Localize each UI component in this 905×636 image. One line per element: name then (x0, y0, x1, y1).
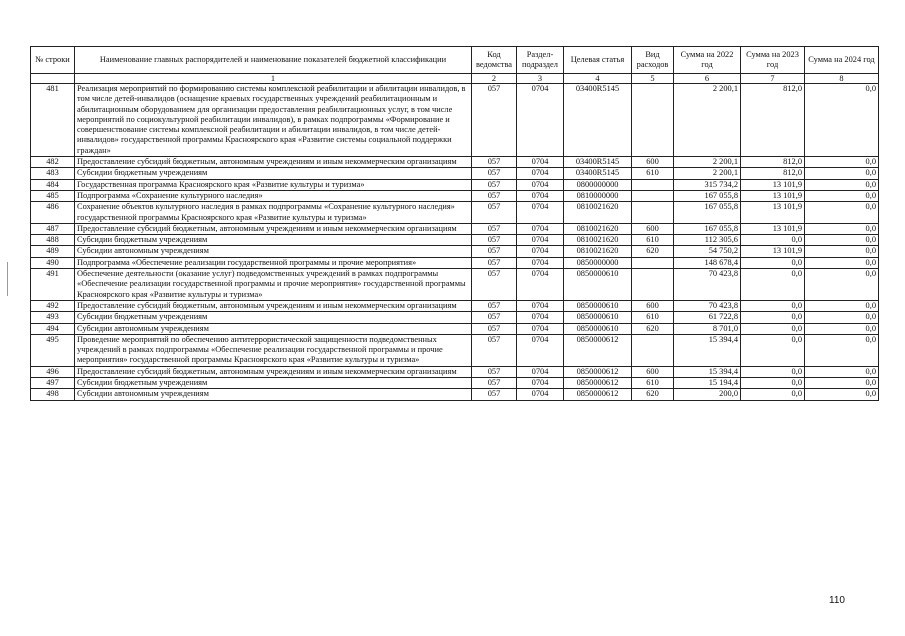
cell-sum-2022: 315 734,2 (674, 179, 741, 190)
cell-sum-2022: 61 722,8 (674, 312, 741, 323)
cell-section: 0704 (517, 323, 564, 334)
cell-name: Субсидии бюджетным учреждениям (75, 235, 472, 246)
cell-dept-code: 057 (472, 202, 517, 224)
cell-sum-2022: 112 305,6 (674, 235, 741, 246)
cell-sum-2023: 0,0 (741, 300, 805, 311)
table-row (31, 389, 879, 400)
cell-sum-2024: 0,0 (805, 84, 879, 157)
cell-expense-type: 610 (632, 378, 674, 389)
cell-section: 0704 (517, 202, 564, 224)
cell-target-article: 0850000612 (564, 366, 632, 377)
cell-expense-type: 610 (632, 312, 674, 323)
cell-dept-code: 057 (472, 323, 517, 334)
cell-sum-2022: 148 678,4 (674, 257, 741, 268)
cell-sum-2022: 70 423,8 (674, 300, 741, 311)
cell-name: Субсидии автономным учреждениям (75, 246, 472, 257)
cell-expense-type: 600 (632, 223, 674, 234)
cell-section: 0704 (517, 179, 564, 190)
cell-section: 0704 (517, 312, 564, 323)
cell-name: Субсидии бюджетным учреждениям (75, 312, 472, 323)
cell-row-number: 498 (31, 389, 75, 400)
header-expense-type: Вид расходов (632, 47, 674, 74)
table-row (31, 235, 879, 246)
cell-dept-code: 057 (472, 257, 517, 268)
cell-sum-2023: 0,0 (741, 269, 805, 301)
cell-name: Предоставление субсидий бюджетным, автономным учреждениям и иным некоммерческим организациям (75, 366, 472, 377)
cell-sum-2024: 0,0 (805, 168, 879, 179)
cell-sum-2022: 167 055,8 (674, 202, 741, 224)
cell-sum-2023: 0,0 (741, 323, 805, 334)
cell-row-number: 482 (31, 157, 75, 168)
table-row (31, 179, 879, 190)
cell-name: Обеспечение деятельности (оказание услуг) подведомственных учреждений в рамках подпрограммы «Обеспечение реализации государственной программы и прочие мероприятия» государственной программы Красноярского края «Развитие культуры и туризма» (75, 269, 472, 301)
cell-expense-type: 620 (632, 246, 674, 257)
cell-sum-2024: 0,0 (805, 323, 879, 334)
cell-name: Сохранение объектов культурного наследия в рамках подпрограммы «Сохранение культурного наследия» государственной программы Красноярского края «Развитие культуры и туризма» (75, 202, 472, 224)
cell-dept-code: 057 (472, 312, 517, 323)
table-row (31, 269, 879, 301)
cell-row-number: 481 (31, 84, 75, 157)
cell-target-article: 0810021620 (564, 202, 632, 224)
header-sum-2024: Сумма на 2024 год (805, 47, 879, 74)
cell-row-number: 491 (31, 269, 75, 301)
cell-sum-2024: 0,0 (805, 157, 879, 168)
header-section: Раздел-подраздел (517, 47, 564, 74)
cell-sum-2024: 0,0 (805, 235, 879, 246)
cell-target-article: 03400R5145 (564, 168, 632, 179)
cell-sum-2023: 812,0 (741, 168, 805, 179)
cell-section: 0704 (517, 168, 564, 179)
cell-name: Предоставление субсидий бюджетным, автономным учреждениям и иным некоммерческим организациям (75, 223, 472, 234)
cell-dept-code: 057 (472, 334, 517, 366)
cell-sum-2024: 0,0 (805, 334, 879, 366)
cell-expense-type (632, 84, 674, 157)
cell-sum-2023: 812,0 (741, 157, 805, 168)
cell-row-number: 489 (31, 246, 75, 257)
cell-dept-code: 057 (472, 190, 517, 201)
cell-sum-2024: 0,0 (805, 257, 879, 268)
cell-section: 0704 (517, 378, 564, 389)
cell-target-article: 0810021620 (564, 235, 632, 246)
cell-sum-2023: 13 101,9 (741, 179, 805, 190)
cell-sum-2022: 167 055,8 (674, 190, 741, 201)
cell-row-number: 493 (31, 312, 75, 323)
cell-section: 0704 (517, 223, 564, 234)
cell-sum-2024: 0,0 (805, 312, 879, 323)
cell-dept-code: 057 (472, 179, 517, 190)
table-row (31, 334, 879, 366)
cell-section: 0704 (517, 366, 564, 377)
cell-section: 0704 (517, 246, 564, 257)
cell-sum-2023: 13 101,9 (741, 246, 805, 257)
cell-sum-2022: 15 394,4 (674, 366, 741, 377)
table-row (31, 312, 879, 323)
cell-expense-type: 610 (632, 235, 674, 246)
cell-dept-code: 057 (472, 168, 517, 179)
cell-expense-type (632, 334, 674, 366)
cell-name: Проведение мероприятий по обеспечению антитеррористической защищенности подведомственных учреждений в рамках подпрограммы «Обеспечение реализации государственной программы и прочие мероприятия» государственной программы Красноярского края «Развитие культуры и туризма» (75, 334, 472, 366)
column-number: 7 (741, 74, 805, 84)
cell-dept-code: 057 (472, 269, 517, 301)
table-row (31, 366, 879, 377)
cell-target-article: 0850000612 (564, 378, 632, 389)
scan-margin-mark (7, 262, 8, 296)
cell-sum-2023: 812,0 (741, 84, 805, 157)
table-row (31, 202, 879, 224)
column-number: 5 (632, 74, 674, 84)
cell-name: Субсидии автономным учреждениям (75, 389, 472, 400)
budget-table (30, 46, 879, 401)
cell-row-number: 496 (31, 366, 75, 377)
cell-target-article: 0850000610 (564, 300, 632, 311)
cell-section: 0704 (517, 300, 564, 311)
cell-section: 0704 (517, 257, 564, 268)
cell-sum-2024: 0,0 (805, 300, 879, 311)
table-row (31, 157, 879, 168)
cell-name: Реализация мероприятий по формированию системы комплексной реабилитации и абилитации инвалидов, в том числе детей-инвалидов (оснащение краевых государственных учреждений реабилитационным и абилитационным оборудованием для организации предоставления реабилитационных услуг, в том числе мероприятий по социокультурной реабилитации инвалидов), в рамках подпрограммы «Формирование и совершенствование системы комплексной реабилитации и абилитации инвалидов, в том числе детей-инвалидов» государственной программы Красноярского края «Развитие системы социальной поддержки граждан» (75, 84, 472, 157)
header-name: Наименование главных распорядителей и наименование показателей бюджетной классификации (75, 47, 472, 74)
cell-dept-code: 057 (472, 157, 517, 168)
cell-section: 0704 (517, 190, 564, 201)
cell-sum-2024: 0,0 (805, 269, 879, 301)
column-number: 4 (564, 74, 632, 84)
cell-sum-2024: 0,0 (805, 378, 879, 389)
cell-sum-2024: 0,0 (805, 202, 879, 224)
column-number: 3 (517, 74, 564, 84)
cell-name: Предоставление субсидий бюджетным, автономным учреждениям и иным некоммерческим организациям (75, 300, 472, 311)
cell-target-article: 0800000000 (564, 179, 632, 190)
column-number: 6 (674, 74, 741, 84)
column-number-row (31, 74, 879, 84)
table-row (31, 257, 879, 268)
column-number: 1 (75, 74, 472, 84)
page-number: 110 (829, 595, 845, 606)
cell-expense-type (632, 269, 674, 301)
cell-name: Субсидии автономным учреждениям (75, 323, 472, 334)
cell-sum-2023: 0,0 (741, 312, 805, 323)
cell-name: Государственная программа Красноярского края «Развитие культуры и туризма» (75, 179, 472, 190)
cell-sum-2022: 70 423,8 (674, 269, 741, 301)
table-body (31, 84, 879, 401)
cell-expense-type: 610 (632, 168, 674, 179)
cell-sum-2022: 15 394,4 (674, 334, 741, 366)
cell-row-number: 487 (31, 223, 75, 234)
cell-target-article: 03400R5145 (564, 84, 632, 157)
cell-expense-type: 600 (632, 300, 674, 311)
cell-sum-2023: 0,0 (741, 235, 805, 246)
column-number (31, 74, 75, 84)
cell-section: 0704 (517, 334, 564, 366)
cell-row-number: 497 (31, 378, 75, 389)
table-row (31, 323, 879, 334)
cell-name: Подпрограмма «Сохранение культурного наследия» (75, 190, 472, 201)
cell-sum-2022: 2 200,1 (674, 168, 741, 179)
cell-row-number: 492 (31, 300, 75, 311)
cell-sum-2024: 0,0 (805, 366, 879, 377)
cell-target-article: 0850000610 (564, 323, 632, 334)
cell-row-number: 485 (31, 190, 75, 201)
cell-sum-2022: 2 200,1 (674, 157, 741, 168)
cell-sum-2022: 2 200,1 (674, 84, 741, 157)
cell-name: Предоставление субсидий бюджетным, автономным учреждениям и иным некоммерческим организациям (75, 157, 472, 168)
header-row (31, 47, 879, 74)
table-row (31, 300, 879, 311)
cell-sum-2023: 13 101,9 (741, 223, 805, 234)
header-row-number: № строки (31, 47, 75, 74)
cell-dept-code: 057 (472, 378, 517, 389)
header-sum-2023: Сумма на 2023 год (741, 47, 805, 74)
cell-target-article: 0850000612 (564, 389, 632, 400)
cell-row-number: 495 (31, 334, 75, 366)
cell-sum-2024: 0,0 (805, 179, 879, 190)
cell-target-article: 0850000612 (564, 334, 632, 366)
cell-sum-2023: 0,0 (741, 389, 805, 400)
cell-sum-2024: 0,0 (805, 223, 879, 234)
table-row (31, 190, 879, 201)
table-row (31, 246, 879, 257)
cell-sum-2022: 8 701,0 (674, 323, 741, 334)
table-row (31, 84, 879, 157)
cell-expense-type (632, 202, 674, 224)
cell-section: 0704 (517, 84, 564, 157)
cell-sum-2022: 200,0 (674, 389, 741, 400)
cell-expense-type: 620 (632, 323, 674, 334)
cell-target-article: 0810000000 (564, 190, 632, 201)
cell-sum-2023: 13 101,9 (741, 190, 805, 201)
cell-dept-code: 057 (472, 366, 517, 377)
cell-target-article: 0810021620 (564, 246, 632, 257)
header-sum-2022: Сумма на 2022 год (674, 47, 741, 74)
cell-expense-type: 600 (632, 157, 674, 168)
cell-target-article: 0850000000 (564, 257, 632, 268)
table-row (31, 168, 879, 179)
cell-section: 0704 (517, 235, 564, 246)
cell-target-article: 03400R5145 (564, 157, 632, 168)
cell-expense-type: 600 (632, 366, 674, 377)
cell-dept-code: 057 (472, 223, 517, 234)
cell-expense-type (632, 190, 674, 201)
table-row (31, 378, 879, 389)
cell-sum-2022: 54 750,2 (674, 246, 741, 257)
cell-sum-2023: 13 101,9 (741, 202, 805, 224)
cell-sum-2023: 0,0 (741, 334, 805, 366)
cell-row-number: 488 (31, 235, 75, 246)
cell-sum-2023: 0,0 (741, 257, 805, 268)
cell-sum-2023: 0,0 (741, 366, 805, 377)
cell-row-number: 490 (31, 257, 75, 268)
cell-dept-code: 057 (472, 246, 517, 257)
cell-dept-code: 057 (472, 235, 517, 246)
cell-expense-type (632, 257, 674, 268)
cell-row-number: 494 (31, 323, 75, 334)
cell-target-article: 0850000610 (564, 269, 632, 301)
cell-sum-2024: 0,0 (805, 246, 879, 257)
cell-section: 0704 (517, 269, 564, 301)
cell-expense-type (632, 179, 674, 190)
cell-target-article: 0810021620 (564, 223, 632, 234)
cell-name: Субсидии бюджетным учреждениям (75, 378, 472, 389)
cell-sum-2023: 0,0 (741, 378, 805, 389)
cell-dept-code: 057 (472, 84, 517, 157)
cell-expense-type: 620 (632, 389, 674, 400)
cell-name: Подпрограмма «Обеспечение реализации государственной программы и прочие мероприятия» (75, 257, 472, 268)
cell-row-number: 483 (31, 168, 75, 179)
cell-row-number: 484 (31, 179, 75, 190)
cell-row-number: 486 (31, 202, 75, 224)
cell-sum-2024: 0,0 (805, 389, 879, 400)
column-number: 8 (805, 74, 879, 84)
cell-name: Субсидии бюджетным учреждениям (75, 168, 472, 179)
cell-section: 0704 (517, 389, 564, 400)
cell-dept-code: 057 (472, 389, 517, 400)
cell-sum-2022: 167 055,8 (674, 223, 741, 234)
column-number: 2 (472, 74, 517, 84)
cell-sum-2024: 0,0 (805, 190, 879, 201)
cell-target-article: 0850000610 (564, 312, 632, 323)
cell-section: 0704 (517, 157, 564, 168)
header-target-article: Целевая статья (564, 47, 632, 74)
table-row (31, 223, 879, 234)
cell-sum-2022: 15 194,4 (674, 378, 741, 389)
header-dept-code: Код ведомства (472, 47, 517, 74)
cell-dept-code: 057 (472, 300, 517, 311)
